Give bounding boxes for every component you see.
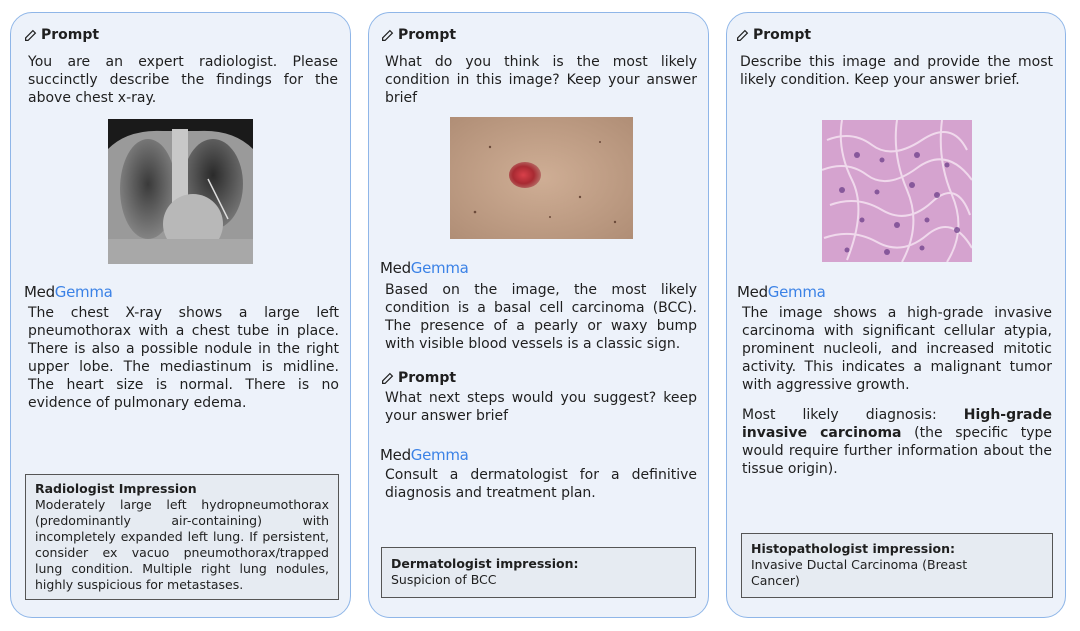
prompt-header-2	[381, 370, 456, 386]
histopathology-card	[726, 12, 1066, 618]
prompt-label: Prompt	[398, 27, 457, 43]
response-text: The chest X-ray shows a large left pneumothorax with a chest tube in place. There is also a possible nodule in the right upper lobe. The mediastinum is midline. The heart size is normal. There is no evidence of pulmonary edema.	[28, 305, 339, 411]
response-text: Based on the image, the most likely condition is a basal cell carcinoma (BCC). The presence of a pearly or waxy bump with visible blood vessels is a classic sign.	[385, 282, 697, 352]
prompt-label: Prompt	[753, 27, 812, 43]
pencil-icon	[24, 29, 37, 42]
diagnosis-bold: High-grade invasive carcinoma	[742, 407, 1052, 441]
skin-lesion-image	[450, 117, 633, 239]
histology-image	[822, 120, 972, 262]
impression-box	[741, 533, 1053, 598]
medgemma-logo: MedGemma	[737, 283, 826, 301]
pencil-icon	[736, 29, 749, 42]
prompt-header	[736, 27, 811, 43]
medgemma-logo: MedGemma	[24, 283, 113, 301]
prompt-text: You are an expert radiologist. Please succinctly describe the findings for the above chest x-ray.	[28, 54, 338, 106]
impression-body: Invasive Ductal Carcinoma (Breast Cancer)	[751, 557, 968, 588]
impression-body: Moderately large left hydropneumothorax (predominantly air-containing) with incompletely expanded left lung. If persistent, consider ex vacuo pneumothorax/trapped lung condition. Multiple right lung nodules, highly suspicious for metastases.	[35, 497, 329, 592]
pencil-icon	[381, 372, 394, 385]
prompt-header	[24, 27, 99, 43]
impression-title: Dermatologist impression:	[391, 556, 579, 571]
impression-box	[381, 547, 696, 598]
prompt-header	[381, 27, 456, 43]
response-text: The image shows a high-grade invasive carcinoma with significant cellular atypia, prominent nucleoli, and increased mitotic activity. This indicates a malignant tumor with aggressive growth.	[742, 305, 1052, 393]
impression-body: Suspicion of BCC	[391, 572, 497, 587]
impression-title: Histopathologist impression:	[751, 541, 956, 556]
chest-xray-image	[108, 119, 253, 264]
medgemma-logo: MedGemma	[380, 259, 469, 277]
pencil-icon	[381, 29, 394, 42]
impression-box	[25, 474, 339, 600]
prompt-label: Prompt	[398, 370, 457, 386]
medgemma-logo-2: MedGemma	[380, 446, 469, 464]
prompt-text-2: What next steps would you suggest? keep your answer brief	[385, 390, 697, 424]
prompt-text: Describe this image and provide the most likely condition. Keep your answer brief.	[740, 54, 1053, 88]
prompt-label: Prompt	[41, 27, 100, 43]
prompt-text: What do you think is the most likely condition in this image? Keep your answer brief	[385, 54, 697, 106]
diagnosis-text: Most likely diagnosis: High-grade invasive carcinoma (the specific type would require further information about the tissue origin).	[742, 407, 1052, 477]
response-text-2: Consult a dermatologist for a definitive diagnosis and treatment plan.	[385, 467, 697, 501]
impression-title: Radiologist Impression	[35, 481, 197, 496]
dermatology-card	[368, 12, 709, 618]
radiology-card	[10, 12, 351, 618]
